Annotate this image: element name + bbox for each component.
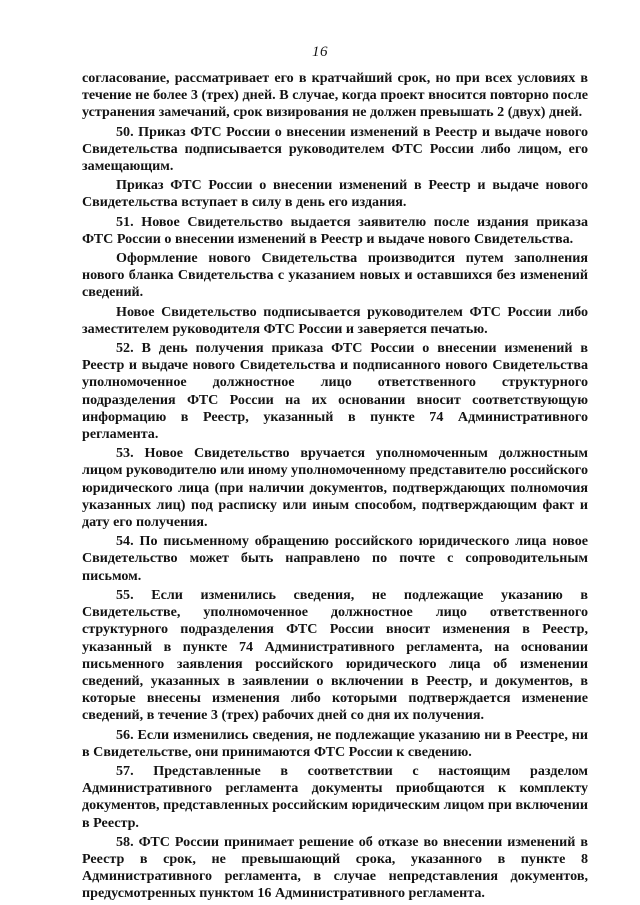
paragraph-54: 54. По письменному обращению российского юридического лица новое Свидетельство может быть направлено по почте с сопроводительным письмом. [82,533,588,584]
paragraph-51-registration: Оформление нового Свидетельства производится путем заполнения нового бланка Свидетельства с указанием новых и оставшихся без изменений сведений. [82,250,588,301]
paragraph-58: 58. ФТС России принимает решение об отказе во внесении изменений в Реестр в срок, не превышающий срока, указанного в пункте 8 Административного регламента, в случае непредставления документов, предусмотренных пунктом 16 Административного регламента. [82,833,588,902]
paragraph-continuation: согласование, рассматривает его в кратчайший срок, но при всех условиях в течение не более 3 (трех) дней. В случае, когда проект вносится повторно после устранения замечаний, срок визирования не должен превышать 2 (двух) дней. [82,70,588,121]
paragraph-53: 53. Новое Свидетельство вручается уполномоченным должностным лицом руководителю или иному уполномоченному представителю российского юридического лица (при наличии документов, подтверждающих полномочия указанных лиц) под расписку или иным способом, подтверждающим факт и дату его получения. [82,445,588,531]
page-number: 16 [312,44,328,60]
paragraph-56: 56. Если изменились сведения, не подлежащие указанию ни в Реестре, ни в Свидетельстве, они принимаются ФТС России к сведению. [82,726,588,760]
paragraph-57: 57. Представленные в соответствии с настоящим разделом Административного регламента документы приобщаются к комплекту документов, представленных российским юридическим лицом при включении в Реестр. [82,762,588,831]
paragraph-51: 51. Новое Свидетельство выдается заявителю после издания приказа ФТС России о внесении изменений в Реестр и выдаче нового Свидетельства. [82,213,588,247]
paragraph-52: 52. В день получения приказа ФТС России о внесении изменений в Реестр и выдаче нового Свидетельства и подписанного нового Свидетельства уполномоченное должностное лицо ответственного структурного подразделения ФТС России на их основании вносит соответствующую информацию в Реестр, указанный в пункте 74 Административного регламента. [82,340,588,443]
paragraph-55: 55. Если изменились сведения, не подлежащие указанию в Свидетельстве, уполномоченное должностное лицо ответственного структурного подразделения ФТС России вносит изменения в Реестр, указанный в пункте 74 Административного регламента, на основании письменного заявления российского юридического лица об изменении сведений, указанных в заявлении о включении в Реестр, и документов, в которые внесены изменения либо которыми подтверждается изменение сведений, в течение 3 (трех) рабочих дней со дня их получения. [82,586,588,724]
paragraph-50: 50. Приказ ФТС России о внесении изменений в Реестр и выдаче нового Свидетельства подписывается руководителем ФТС России либо лицом, его замещающим. [82,123,588,175]
paragraph-51-signature: Новое Свидетельство подписывается руководителем ФТС России либо заместителем руководителя ФТС России и заверяется печатью. [82,303,588,337]
document-body [82,70,588,905]
paragraph-50-order-effect: Приказ ФТС России о внесении изменений в Реестр и выдаче нового Свидетельства вступает в силу в день его издания. [82,177,588,211]
